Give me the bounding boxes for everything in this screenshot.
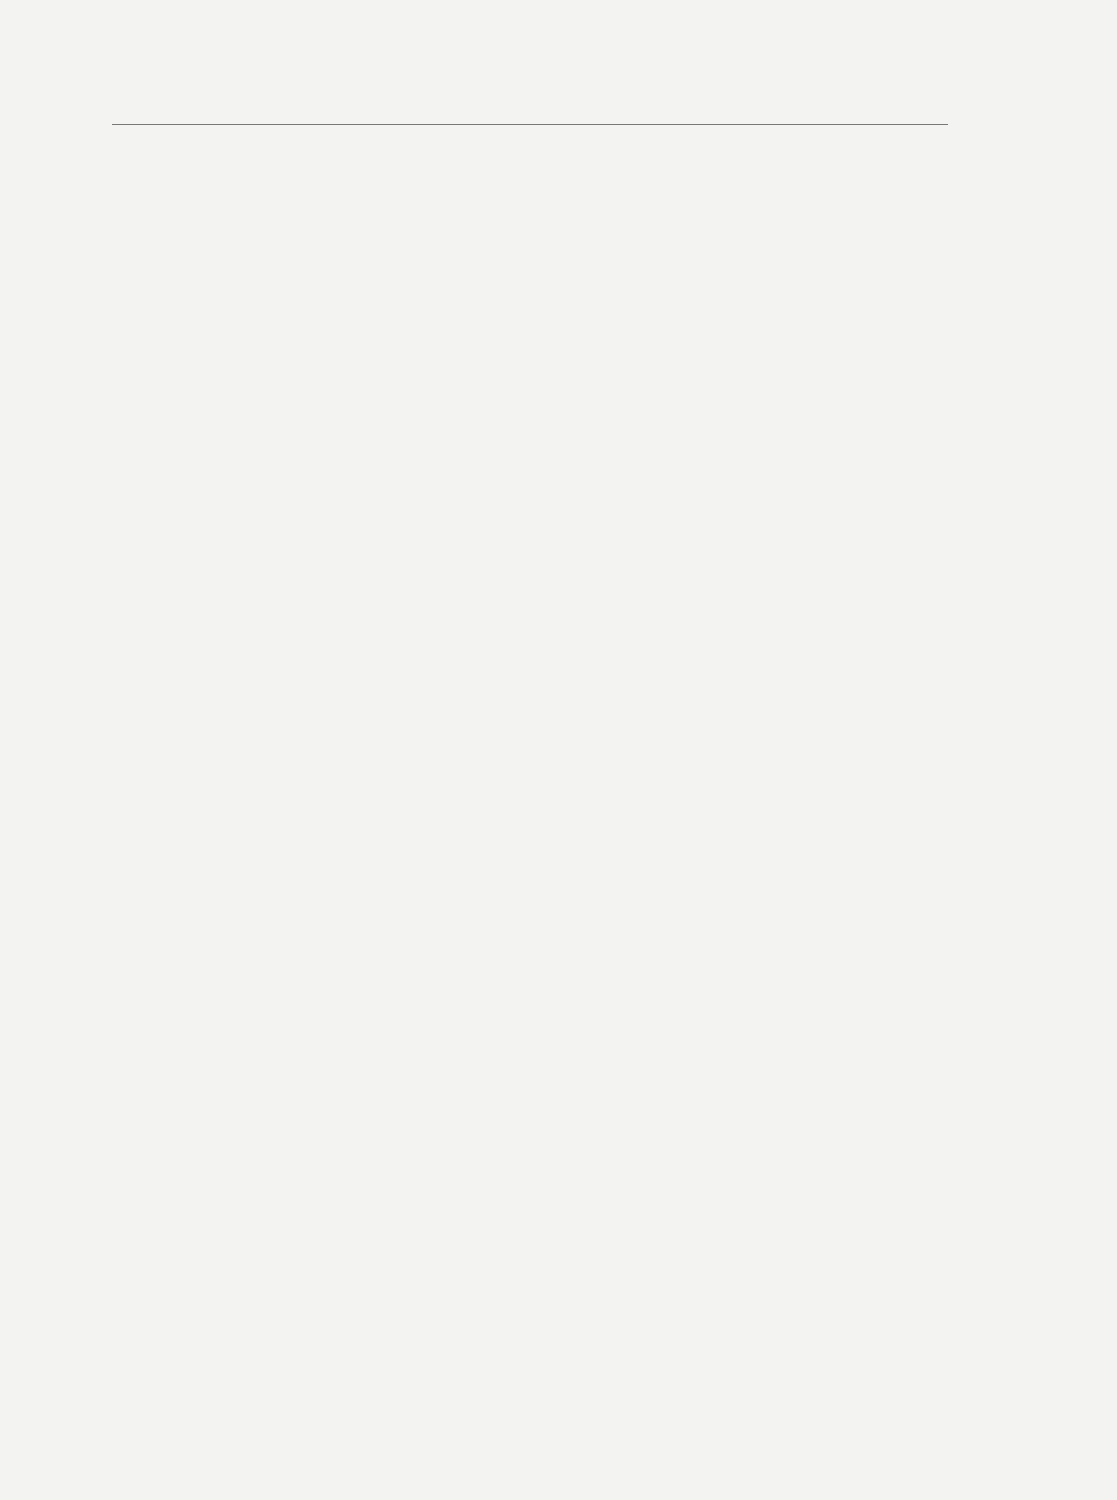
header-rule [112, 124, 948, 125]
page-header [112, 92, 952, 122]
